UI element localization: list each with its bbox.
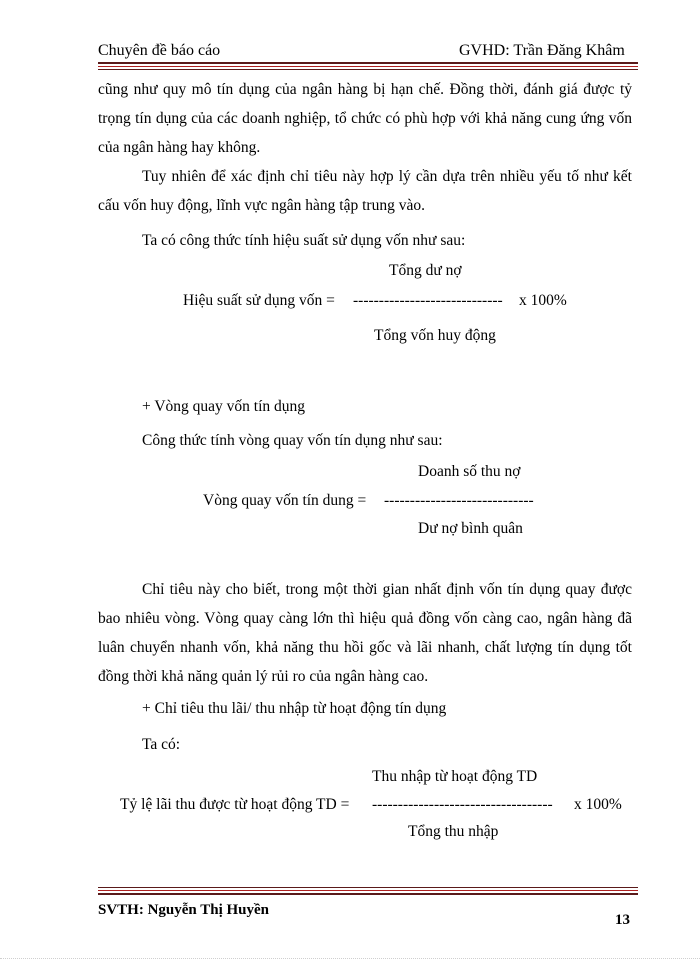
header-title: Chuyên đề báo cáo (98, 42, 221, 59)
formula3-factor: x 100% (574, 796, 622, 813)
section-heading-interest-income: + Chỉ tiêu thu lãi/ thu nhập từ hoạt động tín dụng (142, 700, 447, 717)
paragraph-2: Tuy nhiên để xác định chỉ tiêu này hợp lý cần dựa trên nhiều yếu tố như kết cấu vốn huy động, lĩnh vực ngân hàng tập trung vào. (98, 168, 632, 214)
formula3-fraction-bar: ----------------------------------- (372, 796, 553, 813)
paragraph-1: cũng như quy mô tín dụng của ngân hàng bị hạn chế. Đồng thời, đánh giá được tỷ trọng tín dụng của các doanh nghiệp, tổ chức có phù hợp với khả năng cung ứng vốn của ngân hàng hay không. (98, 81, 632, 156)
page-number: 13 (615, 912, 630, 928)
formula3-numerator: Thu nhập từ hoạt động TD (372, 768, 538, 785)
footer-rule-top (98, 887, 638, 888)
footer-rule-accent (98, 890, 638, 891)
formula3-label: Tỷ lệ lãi thu được từ hoạt động TD = (120, 796, 350, 813)
header-rule-top (98, 62, 638, 64)
formula1-label: Hiệu suất sử dụng vốn = (183, 292, 335, 309)
formula-intro-3: Ta có: (142, 736, 181, 753)
formula-intro-1: Ta có công thức tính hiệu suất sử dụng vốn như sau: (142, 232, 466, 249)
formula2-numerator: Doanh số thu nợ (418, 463, 521, 480)
formula2-denominator: Dư nợ bình quân (418, 520, 523, 537)
page-bottom-edge (0, 958, 700, 959)
header-rule-accent (98, 66, 638, 67)
footer-rule-bottom (98, 893, 638, 895)
formula2-label: Vòng quay vốn tín dung = (203, 492, 367, 509)
formula1-factor: x 100% (519, 292, 567, 309)
formula1-numerator: Tổng dư nợ (389, 262, 462, 279)
formula2-fraction-bar: ----------------------------- (384, 492, 534, 509)
formula1-denominator: Tổng vốn huy động (374, 327, 496, 344)
header-advisor: GVHD: Trần Đăng Khâm (459, 42, 625, 59)
formula3-denominator: Tổng thu nhập (408, 823, 499, 840)
formula-intro-2: Công thức tính vòng quay vốn tín dụng như sau: (142, 432, 443, 449)
paragraph-6: Chỉ tiêu này cho biết, trong một thời gian nhất định vốn tín dụng quay được bao nhiêu vòng. Vòng quay càng lớn thì hiệu quả đồng vốn càng cao, ngân hàng đã luân chuyển nhanh vốn, khả năng thu hồi gốc và lãi nhanh, chất lượng tín dụng tốt đồng thời khả năng quản lý rủi ro của ngân hàng cao. (98, 581, 632, 685)
header-rule-bottom (98, 69, 638, 70)
section-heading-credit-turnover: + Vòng quay vốn tín dụng (142, 398, 306, 415)
formula1-fraction-bar: ----------------------------- (353, 292, 503, 309)
footer-author: SVTH: Nguyễn Thị Huyền (98, 902, 270, 918)
